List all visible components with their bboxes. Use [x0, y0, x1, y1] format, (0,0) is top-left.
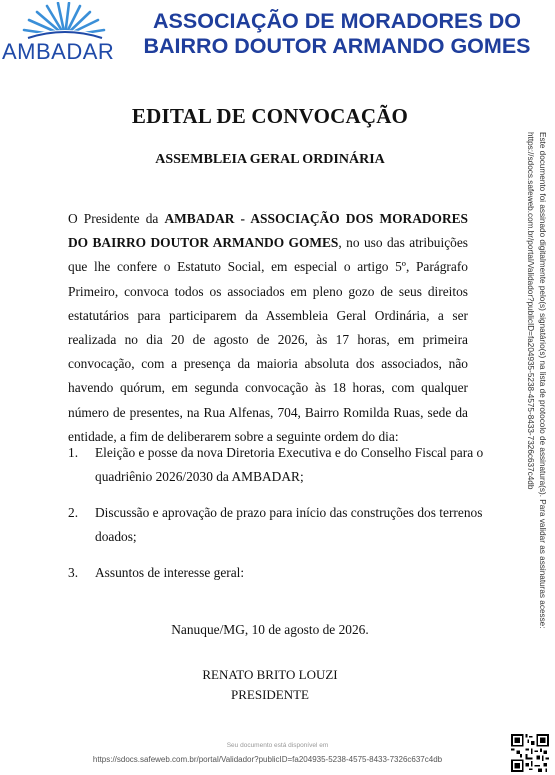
agenda-text: Eleição e posse da nova Diretoria Executiva e do Conselho Fiscal para o quadriênio 2026/2030 da AMBADAR;: [95, 445, 484, 484]
agenda-number: 2.: [68, 505, 79, 520]
org-name-line1: ASSOCIAÇÃO DE MORADORES DO: [153, 9, 521, 33]
validation-note-link[interactable]: https://sdocs.safeweb.com.br/portal/Validador?publicID=fa204935-5238-4575-8433-7326c637c4db: [526, 132, 535, 490]
org-name-line2: BAIRRO DOUTOR ARMANDO GOMES: [143, 34, 531, 58]
body-intro: O Presidente da: [68, 211, 165, 226]
agenda-item: [68, 501, 488, 549]
agenda-item: [68, 561, 488, 585]
agenda-item: [68, 441, 488, 489]
document-title: EDITAL DE CONVOCAÇÃO: [131, 104, 409, 128]
body-rest: , no uso das atribuições que lhe confere o Estatuto Social, em especial o artigo 5º, Parágrafo Primeiro, convoca todos os associados em pleno gozo de seus direitos estatutários para participarem da Assembleia Geral Ordinária, a ser realizada no dia 20 de agosto de 2026, às 17 horas, em primeira convocação, com a presença da maioria absoluta dos associados, não havendo quórum, em segunda convocação às 18 horas, com qualquer número de presentes, na Rua Alfenas, 704, Bairro Romilda Ruas, sede da entidade, a fim de deliberarem sobre a seguinte ordem do dia:: [68, 235, 469, 444]
agenda-text: Assuntos de interesse geral:: [95, 565, 245, 580]
validation-note-text: Este documento foi assinado digitalmente pelo(s) signatário(s) na lista de protocolo de assinatura(s). Para validar as assinaturas acesse:: [538, 132, 547, 629]
qr-code-icon: [511, 734, 549, 772]
logo-text: AMBADAR: [2, 39, 115, 64]
signature-validation-note: [520, 132, 548, 629]
footer-url-link[interactable]: https://sdocs.safeweb.com.br/portal/Validador?publicID=fa204935-5238-4575-8433-7326c637c4db: [92, 755, 443, 764]
organization-name: [132, 9, 542, 59]
sunrise-logo-icon: [20, 2, 110, 42]
agenda-list: [68, 441, 488, 597]
signer-role: PRESIDENTE: [231, 687, 309, 702]
ambadar-logo: [2, 2, 127, 64]
letterhead: [0, 0, 555, 70]
footer-available-text: Seu documento está disponível em: [226, 742, 329, 749]
body-org-name: AMBADAR - ASSOCIAÇÃO DOS MORADORES DO BAIRRO DOUTOR ARMANDO GOMES: [68, 211, 468, 251]
agenda-text: Discussão e aprovação de prazo para início das construções dos terrenos doados;: [95, 505, 483, 544]
agenda-number: 1.: [68, 445, 79, 460]
document-subtitle: ASSEMBLEIA GERAL ORDINÁRIA: [155, 152, 385, 167]
body-paragraph: [68, 207, 468, 449]
signature-block: [60, 665, 480, 705]
place-date: Nanuque/MG, 10 de agosto de 2026.: [171, 622, 369, 637]
agenda-number: 3.: [68, 565, 79, 580]
signer-name: RENATO BRITO LOUZI: [202, 667, 338, 682]
